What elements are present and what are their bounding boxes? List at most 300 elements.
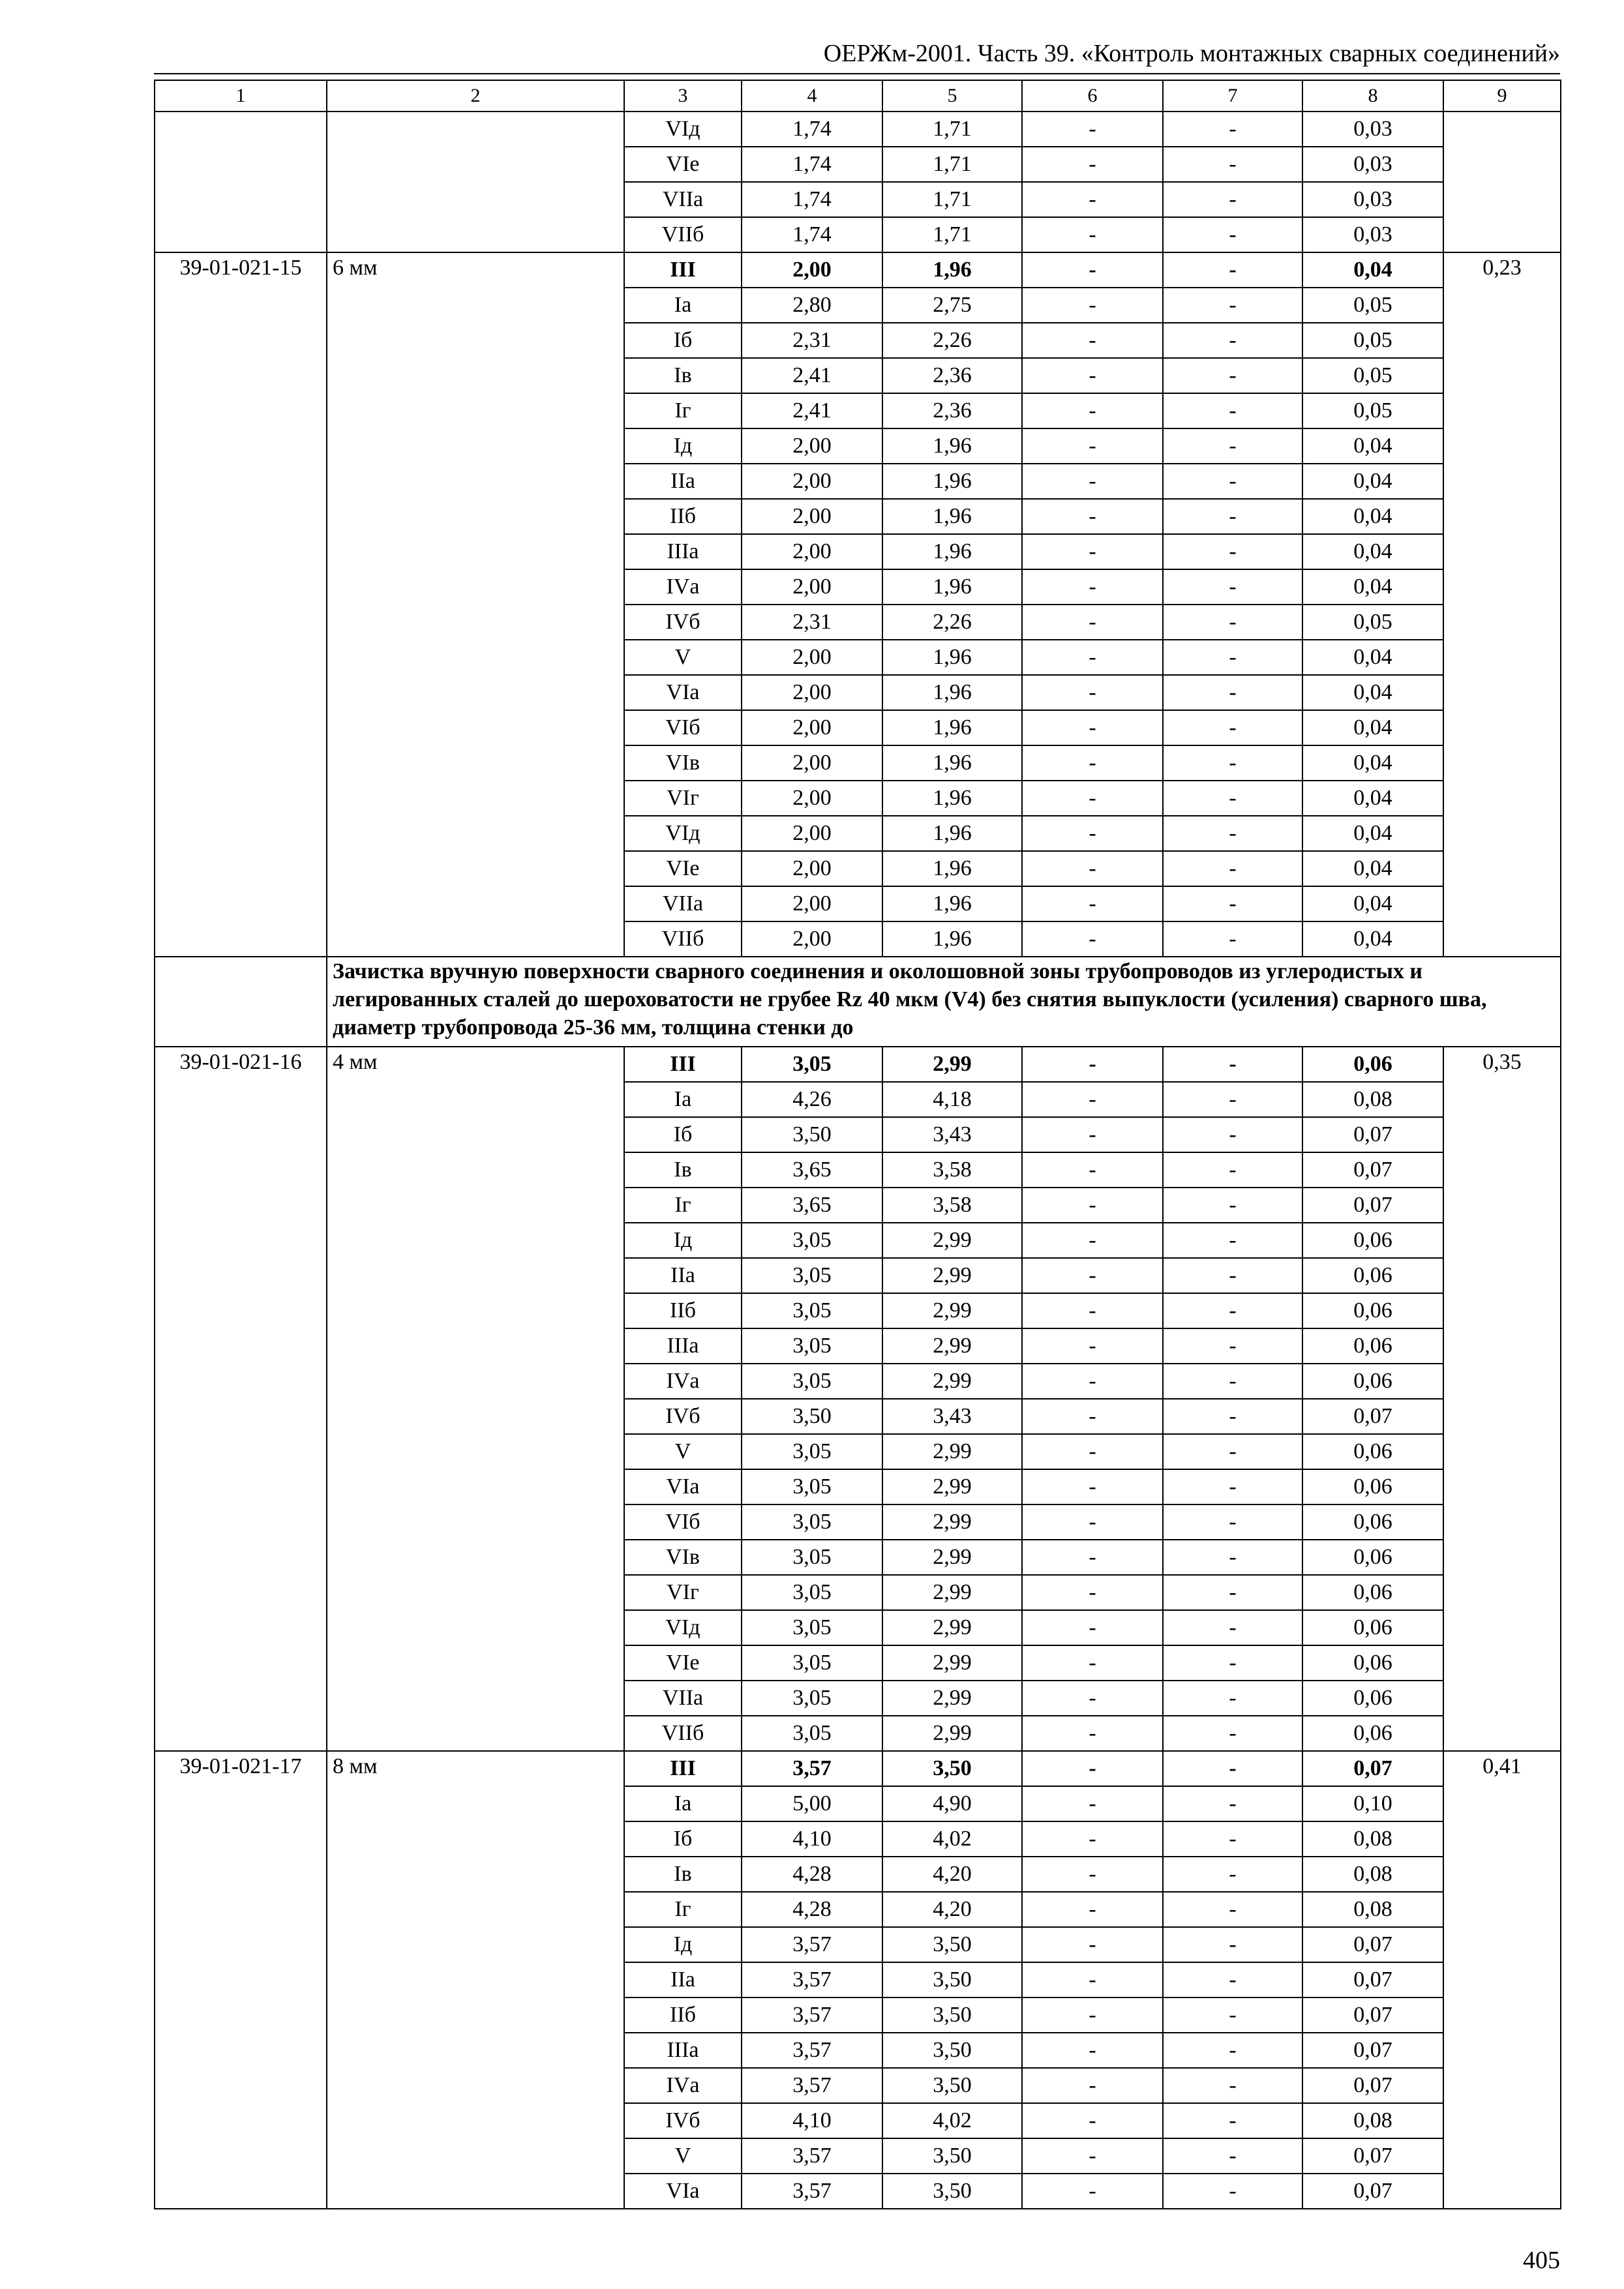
cell-value-7: -: [1163, 182, 1302, 217]
cell-value-8: 0,08: [1302, 1821, 1443, 1857]
cell-value-6: -: [1022, 745, 1163, 781]
cell-value-8: 0,05: [1302, 393, 1443, 428]
wall-thickness: [327, 112, 624, 252]
cell-value-7: -: [1163, 781, 1302, 816]
cell-value-6: -: [1022, 428, 1163, 464]
cell-value-6: -: [1022, 464, 1163, 499]
cell-value-6: -: [1022, 886, 1163, 921]
labor-norm: 0,41: [1443, 1751, 1561, 2209]
cell-value-4: 3,05: [742, 1047, 882, 1082]
cell-category: VIе: [624, 147, 742, 182]
cell-value-5: 4,20: [882, 1892, 1022, 1927]
cell-category: IIIа: [624, 1328, 742, 1364]
rates-table: [154, 80, 1561, 2209]
cell-value-7: -: [1163, 2138, 1302, 2174]
cell-value-8: 0,07: [1302, 2174, 1443, 2209]
cell-category: VIв: [624, 745, 742, 781]
cell-category: IVа: [624, 569, 742, 605]
cell-value-7: -: [1163, 1610, 1302, 1645]
cell-value-8: 0,04: [1302, 816, 1443, 851]
cell-value-4: 3,05: [742, 1575, 882, 1610]
cell-value-5: 2,99: [882, 1504, 1022, 1540]
cell-value-8: 0,03: [1302, 182, 1443, 217]
cell-value-5: 2,99: [882, 1645, 1022, 1681]
cell-value-8: 0,06: [1302, 1575, 1443, 1610]
cell-value-5: 4,20: [882, 1857, 1022, 1892]
cell-value-5: 1,96: [882, 851, 1022, 886]
cell-category: IVа: [624, 2068, 742, 2103]
cell-value-8: 0,05: [1302, 605, 1443, 640]
table-row: [155, 1047, 1561, 1082]
cell-value-8: 0,06: [1302, 1328, 1443, 1364]
cell-value-4: 3,57: [742, 1751, 882, 1786]
cell-value-8: 0,08: [1302, 1082, 1443, 1117]
cell-value-8: 0,04: [1302, 675, 1443, 710]
cell-value-4: 2,00: [742, 252, 882, 288]
section-description-row: [155, 957, 1561, 1047]
cell-value-6: -: [1022, 217, 1163, 252]
wall-thickness: 4 мм: [327, 1047, 624, 1751]
cell-value-8: 0,05: [1302, 358, 1443, 393]
column-header: 2: [327, 80, 624, 112]
cell-value-6: -: [1022, 1504, 1163, 1540]
cell-value-4: 3,05: [742, 1681, 882, 1716]
cell-value-5: 3,58: [882, 1188, 1022, 1223]
cell-value-8: 0,06: [1302, 1258, 1443, 1293]
cell-value-6: -: [1022, 1082, 1163, 1117]
cell-category: IIб: [624, 1293, 742, 1328]
cell-value-7: -: [1163, 921, 1302, 957]
cell-value-6: -: [1022, 1681, 1163, 1716]
cell-value-7: -: [1163, 1962, 1302, 1997]
cell-category: Iа: [624, 1082, 742, 1117]
page-number: 405: [1523, 2247, 1560, 2274]
cell-category: VIа: [624, 2174, 742, 2209]
cell-value-4: 3,57: [742, 2174, 882, 2209]
cell-value-7: -: [1163, 252, 1302, 288]
cell-value-4: 2,80: [742, 288, 882, 323]
cell-value-5: 1,96: [882, 569, 1022, 605]
cell-value-8: 0,08: [1302, 1892, 1443, 1927]
cell-value-6: -: [1022, 252, 1163, 288]
cell-value-4: 3,57: [742, 1997, 882, 2033]
cell-value-8: 0,05: [1302, 288, 1443, 323]
cell-value-7: -: [1163, 605, 1302, 640]
cell-value-5: 3,50: [882, 1927, 1022, 1962]
cell-value-5: 2,99: [882, 1364, 1022, 1399]
cell-value-5: 1,96: [882, 464, 1022, 499]
cell-value-6: -: [1022, 1857, 1163, 1892]
cell-value-8: 0,04: [1302, 464, 1443, 499]
cell-value-5: 1,71: [882, 182, 1022, 217]
cell-value-6: -: [1022, 499, 1163, 534]
cell-value-5: 4,90: [882, 1786, 1022, 1821]
cell-value-7: -: [1163, 816, 1302, 851]
cell-value-6: -: [1022, 1258, 1163, 1293]
cell-value-5: 2,99: [882, 1610, 1022, 1645]
cell-value-8: 0,06: [1302, 1469, 1443, 1504]
cell-value-5: 2,26: [882, 323, 1022, 358]
cell-value-6: -: [1022, 569, 1163, 605]
cell-category: VIв: [624, 1540, 742, 1575]
column-header: 9: [1443, 80, 1561, 112]
cell-value-7: -: [1163, 1927, 1302, 1962]
labor-norm: 0,23: [1443, 252, 1561, 957]
cell-value-4: 2,00: [742, 428, 882, 464]
cell-value-6: -: [1022, 1821, 1163, 1857]
cell-value-4: 3,57: [742, 1962, 882, 1997]
wall-thickness: 8 мм: [327, 1751, 624, 2209]
cell-value-6: -: [1022, 675, 1163, 710]
cell-value-7: -: [1163, 1997, 1302, 2033]
cell-value-7: -: [1163, 710, 1302, 745]
table-row: [155, 112, 1561, 147]
cell-value-5: 2,99: [882, 1434, 1022, 1469]
cell-category: IIб: [624, 499, 742, 534]
cell-value-6: -: [1022, 1575, 1163, 1610]
cell-value-8: 0,04: [1302, 851, 1443, 886]
cell-value-4: 3,05: [742, 1504, 882, 1540]
cell-value-4: 2,00: [742, 816, 882, 851]
cell-value-7: -: [1163, 323, 1302, 358]
cell-category: VIIб: [624, 1716, 742, 1751]
cell-category: III: [624, 1047, 742, 1082]
cell-value-5: 1,96: [882, 534, 1022, 569]
table-row: [155, 1751, 1561, 1786]
cell-value-7: -: [1163, 2174, 1302, 2209]
cell-value-4: 3,05: [742, 1716, 882, 1751]
cell-value-4: 2,00: [742, 921, 882, 957]
cell-category: VIIа: [624, 1681, 742, 1716]
cell-value-7: -: [1163, 358, 1302, 393]
cell-category: IIа: [624, 464, 742, 499]
cell-value-5: 3,50: [882, 2068, 1022, 2103]
cell-value-5: 1,96: [882, 252, 1022, 288]
cell-value-8: 0,06: [1302, 1540, 1443, 1575]
cell-value-5: 1,96: [882, 640, 1022, 675]
cell-value-4: 2,00: [742, 851, 882, 886]
section-description: Зачистка вручную поверхности сварного соединения и околошовной зоны трубопроводов из углеродистых и легированных сталей до шероховатости не грубее Rz 40 мкм (V4) без снятия выпуклости (усиления) сварного шва, диаметр трубопровода 25-36 мм, толщина стенки до: [327, 957, 1561, 1047]
cell-value-7: -: [1163, 1152, 1302, 1188]
cell-value-7: -: [1163, 1786, 1302, 1821]
cell-value-6: -: [1022, 288, 1163, 323]
cell-value-8: 0,06: [1302, 1681, 1443, 1716]
cell-value-7: -: [1163, 2068, 1302, 2103]
cell-value-5: 2,99: [882, 1258, 1022, 1293]
cell-category: III: [624, 252, 742, 288]
cell-value-5: 1,96: [882, 428, 1022, 464]
cell-category: IVб: [624, 605, 742, 640]
cell-value-8: 0,04: [1302, 921, 1443, 957]
cell-value-8: 0,07: [1302, 1962, 1443, 1997]
cell-value-4: 3,05: [742, 1469, 882, 1504]
cell-value-6: -: [1022, 2068, 1163, 2103]
cell-value-4: 3,05: [742, 1258, 882, 1293]
cell-value-5: 1,71: [882, 217, 1022, 252]
cell-value-6: -: [1022, 1645, 1163, 1681]
cell-value-7: -: [1163, 675, 1302, 710]
cell-value-4: 1,74: [742, 182, 882, 217]
cell-value-6: -: [1022, 358, 1163, 393]
cell-value-7: -: [1163, 1047, 1302, 1082]
cell-category: Iв: [624, 358, 742, 393]
cell-category: Iб: [624, 1117, 742, 1152]
cell-value-7: -: [1163, 1117, 1302, 1152]
cell-value-6: -: [1022, 1610, 1163, 1645]
cell-value-4: 2,00: [742, 640, 882, 675]
rates-table-body: [155, 80, 1561, 2209]
cell-value-6: -: [1022, 1997, 1163, 2033]
cell-value-8: 0,07: [1302, 2138, 1443, 2174]
cell-value-6: -: [1022, 1223, 1163, 1258]
column-number-row: [155, 80, 1561, 112]
cell-value-5: 2,99: [882, 1469, 1022, 1504]
cell-value-5: 3,50: [882, 1962, 1022, 1997]
cell-value-6: -: [1022, 2174, 1163, 2209]
cell-value-6: -: [1022, 710, 1163, 745]
cell-category: IVа: [624, 1364, 742, 1399]
cell-category: VIIб: [624, 921, 742, 957]
rate-code: 39-01-021-15: [155, 252, 327, 957]
cell-category: Iд: [624, 1927, 742, 1962]
cell-category: Iб: [624, 1821, 742, 1857]
cell-value-7: -: [1163, 499, 1302, 534]
cell-value-6: -: [1022, 605, 1163, 640]
cell-value-5: 1,71: [882, 147, 1022, 182]
cell-value-7: -: [1163, 1645, 1302, 1681]
cell-value-7: -: [1163, 428, 1302, 464]
cell-value-8: 0,04: [1302, 428, 1443, 464]
cell-value-5: 1,96: [882, 781, 1022, 816]
cell-value-5: 3,50: [882, 2174, 1022, 2209]
cell-value-5: 1,96: [882, 675, 1022, 710]
cell-category: VIа: [624, 1469, 742, 1504]
cell-value-6: -: [1022, 640, 1163, 675]
cell-value-6: -: [1022, 1540, 1163, 1575]
cell-category: VIIб: [624, 217, 742, 252]
cell-value-8: 0,03: [1302, 147, 1443, 182]
cell-category: VIб: [624, 710, 742, 745]
cell-category: Iв: [624, 1152, 742, 1188]
column-header: 6: [1022, 80, 1163, 112]
cell-category: Iд: [624, 428, 742, 464]
cell-value-6: -: [1022, 781, 1163, 816]
cell-value-6: -: [1022, 1293, 1163, 1328]
cell-value-8: 0,04: [1302, 886, 1443, 921]
cell-value-4: 3,50: [742, 1117, 882, 1152]
cell-category: VIIа: [624, 886, 742, 921]
cell-value-4: 2,31: [742, 605, 882, 640]
column-header: 1: [155, 80, 327, 112]
table-row: [155, 252, 1561, 288]
cell-value-4: 2,00: [742, 781, 882, 816]
cell-value-8: 0,07: [1302, 1927, 1443, 1962]
cell-value-7: -: [1163, 1716, 1302, 1751]
cell-value-4: 3,57: [742, 1927, 882, 1962]
cell-value-8: 0,08: [1302, 1857, 1443, 1892]
rate-code: 39-01-021-17: [155, 1751, 327, 2209]
cell-value-5: 1,71: [882, 112, 1022, 147]
cell-value-6: -: [1022, 534, 1163, 569]
cell-value-8: 0,07: [1302, 1399, 1443, 1434]
cell-category: IVб: [624, 1399, 742, 1434]
cell-value-4: 3,50: [742, 1399, 882, 1434]
labor-norm: [1443, 112, 1561, 252]
cell-value-5: 1,96: [882, 745, 1022, 781]
cell-value-6: -: [1022, 393, 1163, 428]
cell-value-8: 0,04: [1302, 499, 1443, 534]
cell-value-4: 2,00: [742, 464, 882, 499]
cell-value-4: 3,57: [742, 2068, 882, 2103]
cell-value-5: 2,26: [882, 605, 1022, 640]
cell-value-5: 2,99: [882, 1223, 1022, 1258]
column-header: 4: [742, 80, 882, 112]
cell-category: III: [624, 1751, 742, 1786]
cell-value-8: 0,04: [1302, 710, 1443, 745]
cell-value-5: 3,50: [882, 1997, 1022, 2033]
cell-value-7: -: [1163, 1082, 1302, 1117]
cell-value-8: 0,04: [1302, 745, 1443, 781]
cell-value-4: 3,05: [742, 1540, 882, 1575]
cell-value-4: 3,57: [742, 2138, 882, 2174]
cell-value-6: -: [1022, 1152, 1163, 1188]
cell-value-7: -: [1163, 464, 1302, 499]
cell-category: Iв: [624, 1857, 742, 1892]
cell-value-6: -: [1022, 1364, 1163, 1399]
cell-value-5: 2,99: [882, 1328, 1022, 1364]
cell-value-7: -: [1163, 886, 1302, 921]
cell-value-5: 4,02: [882, 2103, 1022, 2138]
cell-value-7: -: [1163, 147, 1302, 182]
cell-value-4: 3,65: [742, 1188, 882, 1223]
cell-value-4: 4,28: [742, 1892, 882, 1927]
cell-value-7: -: [1163, 1293, 1302, 1328]
cell-category: V: [624, 640, 742, 675]
cell-value-8: 0,04: [1302, 640, 1443, 675]
header-rule: [154, 73, 1560, 74]
cell-value-5: 2,36: [882, 393, 1022, 428]
cell-value-6: -: [1022, 1047, 1163, 1082]
cell-value-4: 2,00: [742, 710, 882, 745]
cell-category: Iа: [624, 288, 742, 323]
cell-value-4: 2,00: [742, 745, 882, 781]
description-spacer: [155, 957, 327, 1047]
cell-category: IIIа: [624, 534, 742, 569]
wall-thickness: 6 мм: [327, 252, 624, 957]
cell-category: VIд: [624, 112, 742, 147]
cell-value-8: 0,06: [1302, 1223, 1443, 1258]
cell-category: Iг: [624, 1892, 742, 1927]
cell-value-4: 1,74: [742, 147, 882, 182]
cell-value-8: 0,05: [1302, 323, 1443, 358]
cell-value-6: -: [1022, 1117, 1163, 1152]
cell-value-5: 3,43: [882, 1117, 1022, 1152]
cell-value-8: 0,03: [1302, 112, 1443, 147]
cell-value-6: -: [1022, 1892, 1163, 1927]
cell-category: IIб: [624, 1997, 742, 2033]
cell-value-6: -: [1022, 112, 1163, 147]
cell-value-4: 4,28: [742, 1857, 882, 1892]
cell-category: V: [624, 2138, 742, 2174]
column-header: 8: [1302, 80, 1443, 112]
cell-value-4: 2,00: [742, 534, 882, 569]
cell-value-4: 4,26: [742, 1082, 882, 1117]
cell-value-6: -: [1022, 1927, 1163, 1962]
cell-value-8: 0,04: [1302, 781, 1443, 816]
cell-value-8: 0,04: [1302, 569, 1443, 605]
cell-value-5: 2,99: [882, 1716, 1022, 1751]
cell-value-4: 3,05: [742, 1645, 882, 1681]
cell-value-6: -: [1022, 1962, 1163, 1997]
cell-value-4: 1,74: [742, 112, 882, 147]
cell-value-7: -: [1163, 1364, 1302, 1399]
cell-value-4: 2,00: [742, 886, 882, 921]
page-header-title: ОЕРЖм-2001. Часть 39. «Контроль монтажных сварных соединений»: [823, 40, 1560, 67]
cell-value-5: 1,96: [882, 816, 1022, 851]
cell-value-8: 0,06: [1302, 1293, 1443, 1328]
cell-value-4: 3,05: [742, 1293, 882, 1328]
cell-value-5: 2,36: [882, 358, 1022, 393]
cell-value-8: 0,10: [1302, 1786, 1443, 1821]
cell-value-8: 0,06: [1302, 1434, 1443, 1469]
cell-value-8: 0,04: [1302, 252, 1443, 288]
cell-value-5: 3,50: [882, 2033, 1022, 2068]
cell-value-8: 0,08: [1302, 2103, 1443, 2138]
cell-value-6: -: [1022, 1434, 1163, 1469]
cell-value-4: 3,05: [742, 1223, 882, 1258]
cell-value-5: 3,50: [882, 2138, 1022, 2174]
cell-category: Iг: [624, 393, 742, 428]
column-header: 7: [1163, 80, 1302, 112]
cell-value-5: 2,75: [882, 288, 1022, 323]
cell-value-6: -: [1022, 2033, 1163, 2068]
cell-value-4: 3,05: [742, 1328, 882, 1364]
cell-value-5: 2,99: [882, 1681, 1022, 1716]
cell-value-4: 3,05: [742, 1434, 882, 1469]
cell-value-8: 0,07: [1302, 1152, 1443, 1188]
cell-value-8: 0,06: [1302, 1047, 1443, 1082]
cell-value-5: 1,96: [882, 886, 1022, 921]
cell-value-7: -: [1163, 2103, 1302, 2138]
cell-value-8: 0,07: [1302, 1188, 1443, 1223]
cell-category: V: [624, 1434, 742, 1469]
cell-value-5: 3,43: [882, 1399, 1022, 1434]
cell-value-7: -: [1163, 1575, 1302, 1610]
cell-value-7: -: [1163, 288, 1302, 323]
cell-value-6: -: [1022, 1469, 1163, 1504]
cell-value-5: 2,99: [882, 1540, 1022, 1575]
cell-value-7: -: [1163, 1469, 1302, 1504]
cell-value-6: -: [1022, 182, 1163, 217]
cell-value-5: 3,58: [882, 1152, 1022, 1188]
cell-value-5: 3,50: [882, 1751, 1022, 1786]
cell-value-4: 1,74: [742, 217, 882, 252]
cell-value-7: -: [1163, 1821, 1302, 1857]
cell-value-7: -: [1163, 1223, 1302, 1258]
cell-value-8: 0,06: [1302, 1364, 1443, 1399]
labor-norm: 0,35: [1443, 1047, 1561, 1751]
cell-category: VIг: [624, 1575, 742, 1610]
cell-value-5: 4,02: [882, 1821, 1022, 1857]
cell-category: IIа: [624, 1962, 742, 1997]
cell-category: Iг: [624, 1188, 742, 1223]
cell-value-7: -: [1163, 2033, 1302, 2068]
cell-value-4: 3,65: [742, 1152, 882, 1188]
cell-value-5: 1,96: [882, 710, 1022, 745]
cell-value-4: 3,57: [742, 2033, 882, 2068]
cell-value-7: -: [1163, 1504, 1302, 1540]
cell-value-7: -: [1163, 393, 1302, 428]
